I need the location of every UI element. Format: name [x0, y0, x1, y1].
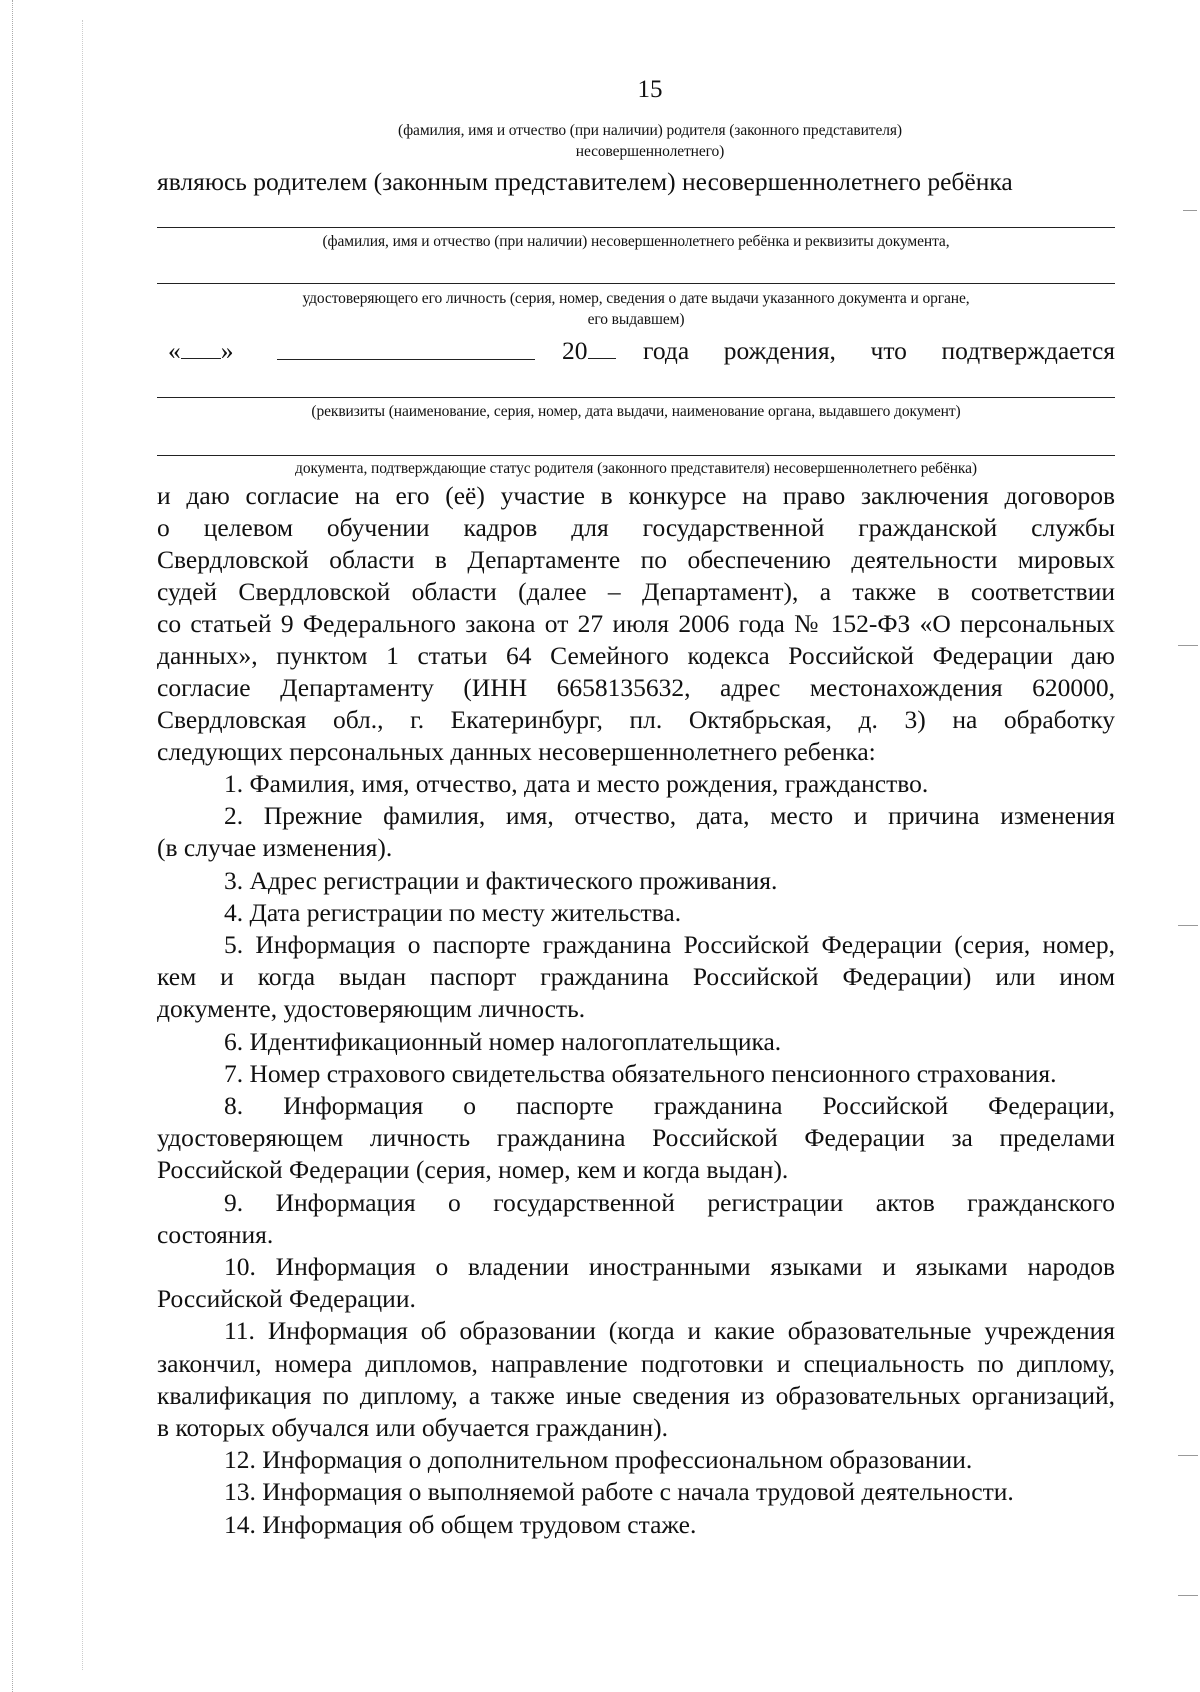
birth-month-blank	[277, 337, 535, 360]
consent-line: о целевом обучении кадров для государственной гражданской службы	[157, 513, 1115, 542]
list-item-line: 6. Идентификационный номер налогоплательщика.	[224, 1027, 782, 1056]
consent-line: со статьей 9 Федерального закона от 27 июля 2006 года № 152-ФЗ «О персональных	[157, 609, 1115, 638]
scan-speck	[1178, 1455, 1198, 1456]
doc-details-field-rule	[157, 397, 1115, 398]
list-item-line: 10. Информация о владении иностранными языками и языками народов	[224, 1252, 1115, 1281]
list-item-line: удостоверяющем личность гражданина Российской Федерации за пределами	[157, 1123, 1115, 1152]
list-item-line: 14. Информация об общем трудовом стаже.	[224, 1510, 697, 1539]
list-item-line: 12. Информация о дополнительном профессиональном образовании.	[224, 1445, 973, 1474]
list-item-line: 3. Адрес регистрации и фактического проживания.	[224, 866, 778, 895]
consent-line: Свердловской области в Департаменте по обеспечению деятельности мировых	[157, 545, 1115, 574]
consent-line: следующих персональных данных несовершеннолетнего ребенка:	[157, 737, 876, 766]
parent-status-line: являюсь родителем (законным представителем) несовершеннолетнего ребёнка	[157, 167, 1013, 196]
scan-edge-inner	[82, 20, 83, 1670]
birth-line-rest: года рождения, что подтверждается	[643, 336, 1115, 365]
consent-line: и даю согласие на его (её) участие в конкурсе на право заключения договоров	[157, 481, 1115, 510]
scan-speck	[1178, 925, 1198, 926]
page-number: 15	[637, 76, 663, 103]
list-item-line: кем и когда выдан паспорт гражданина Российской Федерации) или ином	[157, 962, 1115, 991]
list-item-line: Российской Федерации.	[157, 1284, 416, 1313]
scan-speck	[1183, 210, 1197, 211]
consent-line: Свердловская обл., г. Екатеринбург, пл. Октябрьская, д. 3) на обработку	[157, 705, 1115, 734]
child-name-field-rule	[157, 227, 1115, 228]
list-item-line: 11. Информация об образовании (когда и какие образовательные учреждения	[224, 1316, 1115, 1345]
scan-edge-left	[12, 0, 13, 1692]
list-item-line: 8. Информация о паспорте гражданина Российской Федерации,	[224, 1091, 1115, 1120]
day-blank	[181, 336, 221, 359]
year-blank	[588, 336, 616, 359]
list-item-line: закончил, номера дипломов, направление подготовки и специальность по диплому,	[157, 1349, 1115, 1378]
list-item-line: 5. Информация о паспорте гражданина Российской Федерации (серия, номер,	[224, 930, 1115, 959]
caption-doc-status: документа, подтверждающие статус родителя (законного представителя) несовершеннолетнего ребёнка)	[295, 460, 977, 477]
list-item-line: 2. Прежние фамилия, имя, отчество, дата, место и причина изменения	[224, 801, 1115, 830]
list-item-line: 9. Информация о государственной регистрации актов гражданского	[224, 1188, 1115, 1217]
list-item-line: документе, удостоверяющим личность.	[157, 994, 586, 1023]
doc-status-field-rule	[157, 455, 1115, 456]
birth-date-day: « »	[168, 336, 234, 365]
consent-line: согласие Департаменту (ИНН 6658135632, адрес местонахождения 620000,	[157, 673, 1115, 702]
birth-year: 20	[562, 335, 616, 366]
scan-speck	[1178, 1595, 1198, 1596]
caption-child-name: (фамилия, имя и отчество (при наличии) несовершеннолетнего ребёнка и реквизиты документа,	[322, 233, 950, 250]
caption-identity-document: удостоверяющего его личность (серия, номер, сведения о дате выдачи указанного документа и органе, его выдавшем)	[302, 290, 970, 328]
list-item-line: (в случае изменения).	[157, 833, 393, 862]
caption-doc-details: (реквизиты (наименование, серия, номер, дата выдачи, наименование органа, выдавшего документ)	[311, 403, 961, 420]
list-item-line: в которых обучался или обучается гражданин).	[157, 1413, 668, 1442]
consent-line: судей Свердловской области (далее – Департамент), а также в соответствии	[157, 577, 1115, 606]
child-id-field-rule	[157, 283, 1115, 284]
list-item-line: Российской Федерации (серия, номер, кем и когда выдан).	[157, 1155, 789, 1184]
consent-line: данных», пунктом 1 статьи 64 Семейного кодекса Российской Федерации даю	[157, 641, 1115, 670]
list-item-line: 7. Номер страхового свидетельства обязательного пенсионного страхования.	[224, 1059, 1057, 1088]
list-item-line: квалификация по диплому, а также иные сведения из образовательных организаций,	[157, 1381, 1115, 1410]
scan-speck	[1178, 645, 1198, 646]
list-item-line: состояния.	[157, 1220, 274, 1249]
caption-parent-name: (фамилия, имя и отчество (при наличии) родителя (законного представителя) несовершеннолетнего)	[398, 122, 902, 160]
list-item-line: 1. Фамилия, имя, отчество, дата и место рождения, гражданство.	[224, 769, 929, 798]
list-item-line: 4. Дата регистрации по месту жительства.	[224, 898, 682, 927]
list-item-line: 13. Информация о выполняемой работе с начала трудовой деятельности.	[224, 1477, 1014, 1506]
